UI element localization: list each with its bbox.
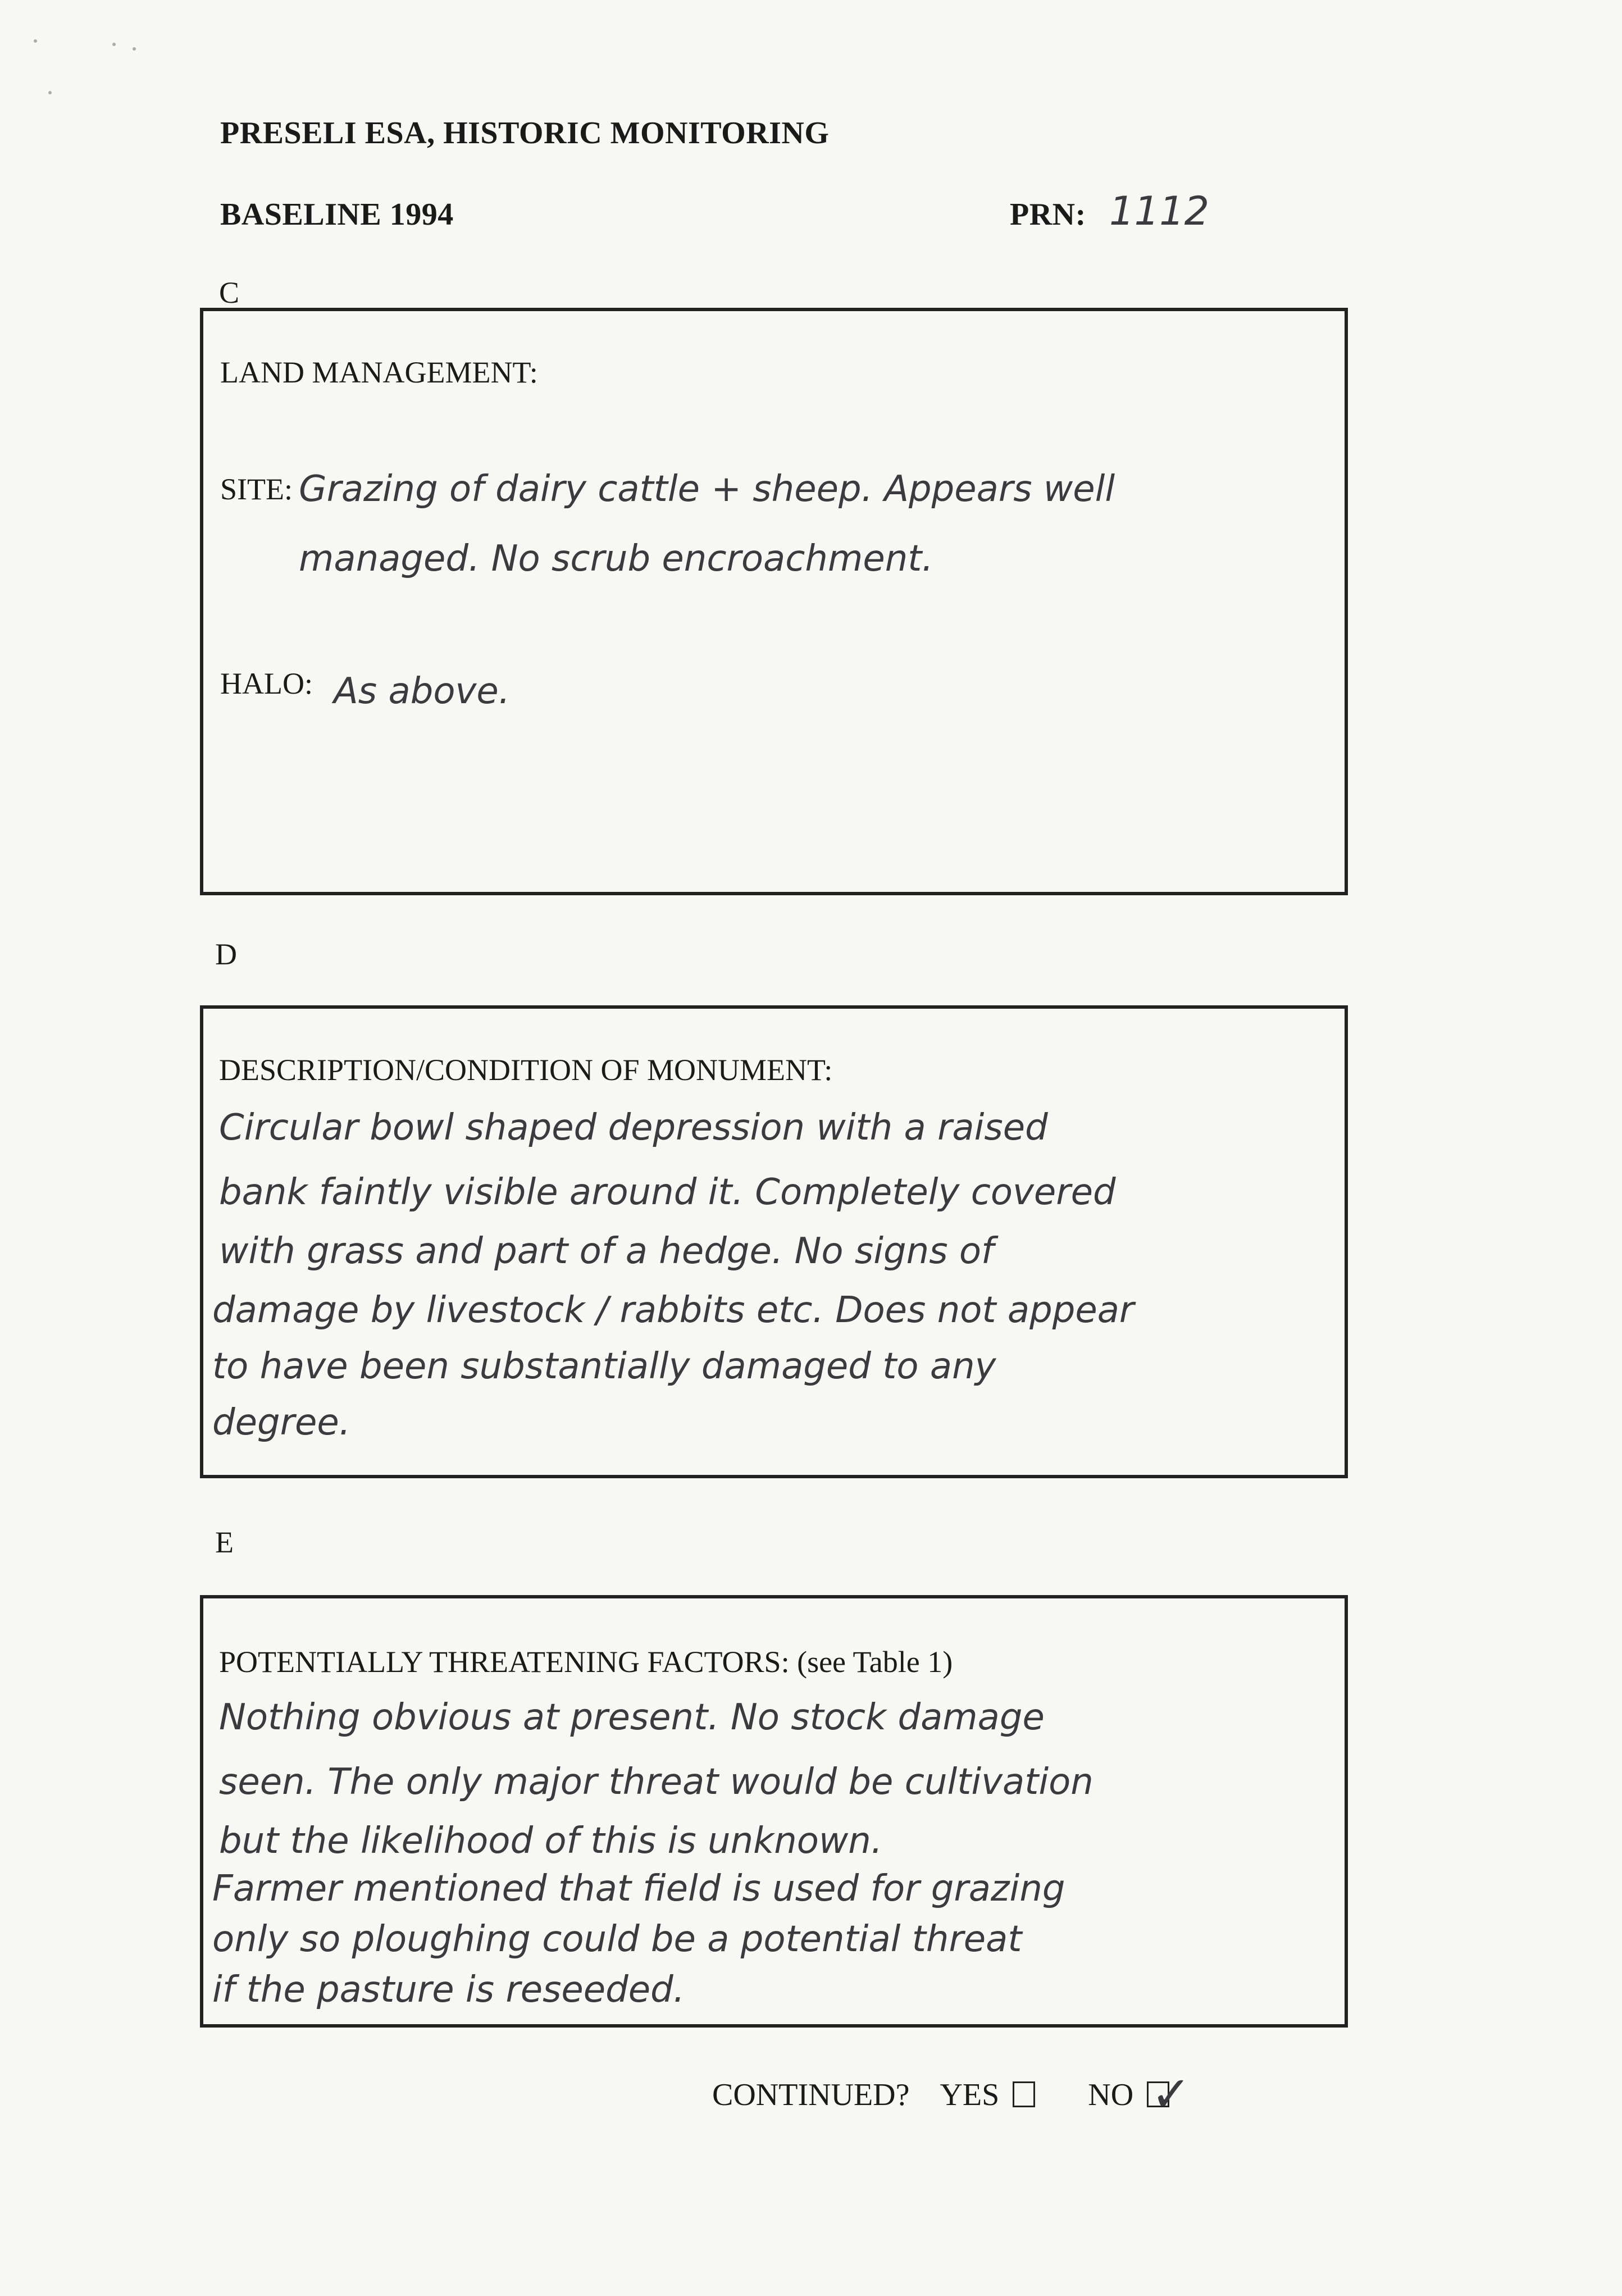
continued-row <box>712 2066 1192 2122</box>
scan-speck <box>34 39 37 43</box>
description-heading: DESCRIPTION/CONDITION OF MONUMENT: <box>219 1053 833 1087</box>
scan-speck <box>133 47 136 51</box>
threats-line: but the likelihood of this is unknown. <box>219 1820 883 1862</box>
halo-text: As above. <box>334 671 511 712</box>
site-text-line: managed. No scrub encroachment. <box>299 538 933 580</box>
description-line: Circular bowl shaped depression with a raised <box>219 1107 1048 1149</box>
prn-value: 1112 <box>1109 188 1210 234</box>
description-line: degree. <box>212 1402 351 1443</box>
prn-label: PRN: <box>1010 197 1086 232</box>
threats-box <box>200 1595 1348 2028</box>
threats-heading: POTENTIALLY THREATENING FACTORS: (see Table 1) <box>219 1645 953 1679</box>
land-management-heading: LAND MANAGEMENT: <box>220 356 538 389</box>
baseline-label: BASELINE 1994 <box>220 197 454 232</box>
description-line: bank faintly visible around it. Completely covered <box>219 1172 1116 1213</box>
scan-speck <box>112 43 116 46</box>
description-line: to have been substantially damaged to any <box>212 1346 996 1387</box>
description-box <box>200 1005 1348 1478</box>
section-c-letter: C <box>219 276 240 309</box>
description-line: damage by livestock / rabbits etc. Does not appear <box>212 1290 1135 1331</box>
description-line: with grass and part of a hedge. No signs of <box>219 1231 994 1272</box>
scan-speck <box>48 91 52 94</box>
continued-label: CONTINUED? <box>712 2078 910 2112</box>
threats-line: Nothing obvious at present. No stock damage <box>219 1697 1045 1738</box>
form-title: PRESELI ESA, HISTORIC MONITORING <box>220 116 830 151</box>
no-checkbox[interactable] <box>1147 2066 1192 2122</box>
site-label: SITE: <box>220 472 293 506</box>
yes-checkbox[interactable] <box>1013 2081 1035 2107</box>
check-mark-icon: ✓ <box>1151 2066 1192 2122</box>
no-label: NO <box>1088 2078 1134 2112</box>
site-text-line: Grazing of dairy cattle + sheep. Appears well <box>299 468 1115 510</box>
threats-line: if the pasture is reseeded. <box>212 1969 685 2011</box>
section-e-letter: E <box>215 1525 234 1559</box>
land-management-box <box>200 308 1348 895</box>
threats-line: only so ploughing could be a potential threat <box>212 1919 1022 1960</box>
halo-label: HALO: <box>220 667 313 700</box>
threats-line: seen. The only major threat would be cultivation <box>219 1761 1094 1803</box>
yes-label: YES <box>940 2078 1000 2112</box>
threats-line: Farmer mentioned that field is used for grazing <box>212 1868 1065 1910</box>
section-d-letter: D <box>215 937 237 971</box>
